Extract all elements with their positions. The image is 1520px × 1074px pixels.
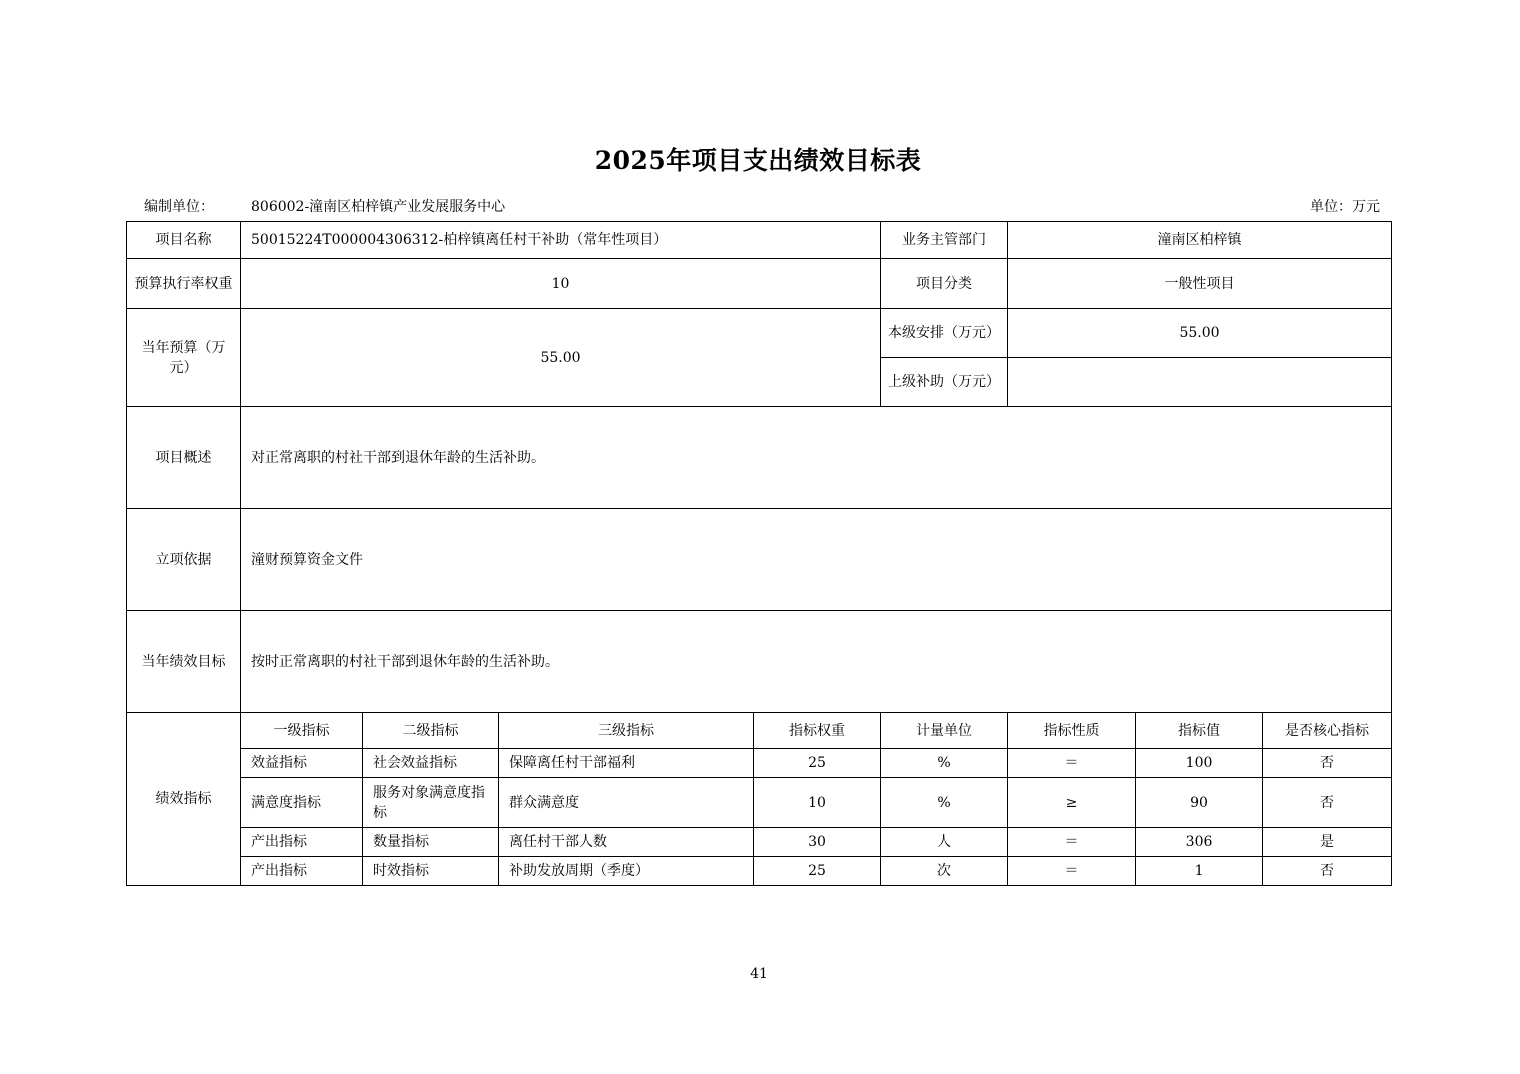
indicator-value: 1 [1136, 857, 1263, 886]
indicator-nature: ＝ [1008, 749, 1136, 778]
indicator-unit: % [881, 778, 1008, 828]
performance-table-container [126, 221, 1391, 886]
indicator-nature: ＝ [1008, 857, 1136, 886]
goal-row [127, 611, 1392, 713]
overview-row [127, 407, 1392, 509]
indicator-level3: 补助发放周期（季度） [499, 857, 754, 886]
local-budget-value: 55.00 [1008, 309, 1392, 358]
indicator-level1: 产出指标 [241, 857, 363, 886]
indicator-level3: 离任村干部人数 [499, 828, 754, 857]
performance-target-table [126, 221, 1392, 886]
indicator-level2: 社会效益指标 [363, 749, 499, 778]
exec-weight-row [127, 259, 1392, 309]
indicator-header-cell: 三级指标 [499, 713, 754, 749]
upper-subsidy-label: 上级补助（万元） [881, 358, 1008, 407]
dept-value: 潼南区柏梓镇 [1008, 222, 1392, 259]
compiling-unit-label: 编制单位： [144, 199, 214, 215]
overview-value: 对正常离职的村社干部到退休年龄的生活补助。 [241, 407, 1392, 509]
indicator-header-cell: 指标性质 [1008, 713, 1136, 749]
category-value: 一般性项目 [1008, 259, 1392, 309]
indicator-unit: 次 [881, 857, 1008, 886]
indicator-level3: 群众满意度 [499, 778, 754, 828]
indicators-label: 绩效指标 [127, 713, 241, 886]
basis-label: 立项依据 [127, 509, 241, 611]
indicator-nature: ≥ [1008, 778, 1136, 828]
category-label: 项目分类 [881, 259, 1008, 309]
exec-weight-value: 10 [241, 259, 881, 309]
project-name-row [127, 222, 1392, 259]
indicator-level3: 保障离任村干部福利 [499, 749, 754, 778]
project-name-label: 项目名称 [127, 222, 241, 259]
goal-label: 当年绩效目标 [127, 611, 241, 713]
indicator-weight: 10 [754, 778, 881, 828]
indicator-header-cell: 指标权重 [754, 713, 881, 749]
upper-subsidy-value [1008, 358, 1392, 407]
indicator-row [127, 828, 1392, 857]
indicator-weight: 30 [754, 828, 881, 857]
indicator-level2: 时效指标 [363, 857, 499, 886]
page-number: 41 [750, 966, 768, 982]
indicator-value: 306 [1136, 828, 1263, 857]
budget-label: 当年预算（万元） [127, 309, 241, 407]
indicator-level2: 数量指标 [363, 828, 499, 857]
indicator-header-cell: 是否核心指标 [1263, 713, 1392, 749]
indicator-header-cell: 二级指标 [363, 713, 499, 749]
indicator-level1: 满意度指标 [241, 778, 363, 828]
page-title: 2025年项目支出绩效目标表 [594, 146, 922, 175]
indicator-header-cell: 计量单位 [881, 713, 1008, 749]
indicator-row [127, 749, 1392, 778]
indicator-header-cell: 指标值 [1136, 713, 1263, 749]
basis-value: 潼财预算资金文件 [241, 509, 1392, 611]
budget-value: 55.00 [241, 309, 881, 407]
indicator-unit: % [881, 749, 1008, 778]
indicator-header-row [127, 713, 1392, 749]
budget-row [127, 309, 1392, 358]
indicator-unit: 人 [881, 828, 1008, 857]
indicator-level1: 效益指标 [241, 749, 363, 778]
indicator-nature: ＝ [1008, 828, 1136, 857]
indicator-row [127, 778, 1392, 828]
exec-weight-label: 预算执行率权重 [127, 259, 241, 309]
indicator-core: 否 [1263, 778, 1392, 828]
indicator-core: 否 [1263, 857, 1392, 886]
goal-value: 按时正常离职的村社干部到退休年龄的生活补助。 [241, 611, 1392, 713]
indicator-weight: 25 [754, 749, 881, 778]
indicator-row [127, 857, 1392, 886]
indicator-core: 否 [1263, 749, 1392, 778]
indicator-level2: 服务对象满意度指标 [363, 778, 499, 828]
dept-label: 业务主管部门 [881, 222, 1008, 259]
overview-label: 项目概述 [127, 407, 241, 509]
indicator-header-cell: 一级指标 [241, 713, 363, 749]
indicator-value: 90 [1136, 778, 1263, 828]
basis-row [127, 509, 1392, 611]
compiling-unit-value: 806002-潼南区柏梓镇产业发展服务中心 [251, 199, 506, 215]
money-unit-label: 单位：万元 [1310, 199, 1380, 215]
indicator-core: 是 [1263, 828, 1392, 857]
indicator-weight: 25 [754, 857, 881, 886]
local-budget-label: 本级安排（万元） [881, 309, 1008, 358]
indicator-level1: 产出指标 [241, 828, 363, 857]
indicator-value: 100 [1136, 749, 1263, 778]
project-name-value: 50015224T000004306312-柏梓镇离任村干补助（常年性项目） [241, 222, 881, 259]
